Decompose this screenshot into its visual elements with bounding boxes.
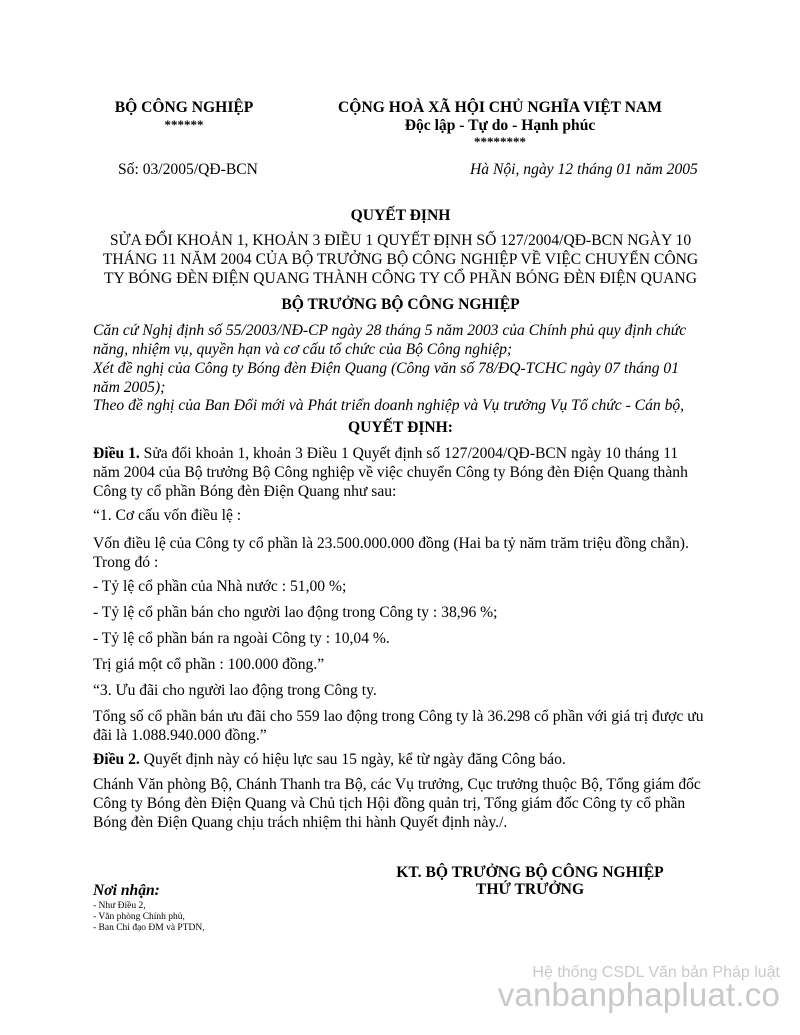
article-1-label: Điều 1.: [93, 445, 140, 462]
ministry-stars: ******: [164, 117, 204, 132]
preamble-proposal: Xét đề nghị của Công ty Bóng đèn Điện Quang (Công văn số 78/ĐQ-TCHC ngày 07 tháng 01 năm 2005);: [93, 360, 680, 396]
charter-capital: Vốn điều lệ của Công ty cổ phần là 23.500.000.000 đồng (Hai ba tỷ năm trăm triệu đồng chẵn). Trong đó :: [93, 535, 689, 571]
article-1: [93, 444, 708, 501]
clause-3-title: “3. Ưu đãi cho người lao động trong Công ty.: [93, 682, 377, 699]
recipients-title: Nơi nhận:: [93, 882, 160, 899]
ratio-employees: - Tỷ lệ cổ phần bán cho người lao động trong Công ty : 38,96 %;: [93, 604, 498, 621]
document-type-heading: QUYẾT ĐỊNH: [350, 207, 451, 224]
subject-line: TY BÓNG ĐÈN ĐIỆN QUANG THÀNH CÔNG TY CỔ PHẦN BÓNG ĐÈN ĐIỆN QUANG: [104, 270, 697, 287]
responsibility-clause: Chánh Văn phòng Bộ, Chánh Thanh tra Bộ, các Vụ trưởng, Cục trưởng thuộc Bộ, Tổng giám đốc Công ty Bóng đèn Điện Quang và Chủ tịch Hội đồng quản trị, Tổng giám đốc Công ty cổ phần Bóng đèn Điện Quang chịu trách nhiệm thi hành Quyết định này./.: [93, 776, 701, 831]
issuing-authority: BỘ TRƯỞNG BỘ CÔNG NGHIỆP: [281, 296, 520, 313]
recipient-item: - Văn phòng Chính phủ,: [93, 912, 185, 922]
subject-line: SỬA ĐỔI KHOẢN 1, KHOẢN 3 ĐIỀU 1 QUYẾT ĐỊNH SỐ 127/2004/QĐ-BCN NGÀY 10: [109, 232, 692, 249]
watermark-domain: vanbanphapluat.co: [497, 976, 780, 1013]
document-number: Số: 03/2005/QĐ-BCN: [118, 161, 258, 178]
ministry-name: BỘ CÔNG NGHIỆP: [114, 99, 254, 116]
motto-stars: ********: [474, 134, 526, 149]
subject-line: THÁNG 11 NĂM 2004 CỦA BỘ TRƯỞNG BỘ CÔNG NGHIỆP VỀ VIỆC CHUYỂN CÔNG: [102, 251, 699, 268]
preamble-recommendation: Theo đề nghị của Ban Đổi mới và Phát triển doanh nghiệp và Vụ trưởng Vụ Tổ chức - Cán bộ,: [93, 397, 685, 414]
watermark-caption: Hệ thống CSDL Văn bản Pháp luật: [532, 964, 780, 981]
country-name: CỘNG HOÀ XÃ HỘI CHỦ NGHĨA VIỆT NAM: [338, 99, 662, 116]
preamble-legal-basis: Căn cứ Nghị định số 55/2003/NĐ-CP ngày 28 tháng 5 năm 2003 của Chính phủ quy định chức năng, nhiệm vụ, quyền hạn và cơ cấu tổ chức của Bộ Công nghiệp;: [93, 322, 687, 358]
recipient-item: - Ban Chỉ đạo ĐM và PTDN,: [93, 923, 205, 933]
place-and-date: Hà Nội, ngày 12 tháng 01 năm 2005: [470, 161, 698, 178]
article-1-text: Sửa đổi khoản 1, khoản 3 Điều 1 Quyết định số 127/2004/QĐ-BCN ngày 10 tháng 11 năm 2004 của Bộ trưởng Bộ Công nghiệp về việc chuyển Công ty Bóng đèn Điện Quang thành Công ty cổ phần Bóng đèn Điện Quang như sau:: [93, 445, 688, 500]
decides-heading: QUYẾT ĐỊNH:: [348, 419, 453, 436]
article-2-label: Điều 2.: [93, 751, 140, 768]
national-motto: Độc lập - Tự do - Hạnh phúc: [404, 117, 596, 134]
ratio-state: - Tỷ lệ cổ phần của Nhà nước : 51,00 %;: [93, 578, 347, 595]
recipient-item: - Như Điều 2,: [93, 901, 146, 911]
article-2: [93, 750, 708, 769]
signature-position: THỨ TRƯỞNG: [475, 881, 585, 898]
share-value: Trị giá một cổ phần : 100.000 đồng.”: [93, 656, 325, 673]
preferential-shares: Tổng số cổ phần bán ưu đãi cho 559 lao động trong Công ty là 36.298 cổ phần với giá trị được ưu đãi là 1.088.940.000 đồng.”: [93, 708, 704, 744]
signature-title: KT. BỘ TRƯỞNG BỘ CÔNG NGHIỆP: [396, 864, 664, 881]
article-2-text: Quyết định này có hiệu lực sau 15 ngày, kể từ ngày đăng Công báo.: [139, 751, 566, 768]
ratio-outside: - Tỷ lệ cổ phần bán ra ngoài Công ty : 10,04 %.: [93, 630, 390, 647]
clause-1-title: “1. Cơ cấu vốn điều lệ :: [93, 507, 242, 524]
